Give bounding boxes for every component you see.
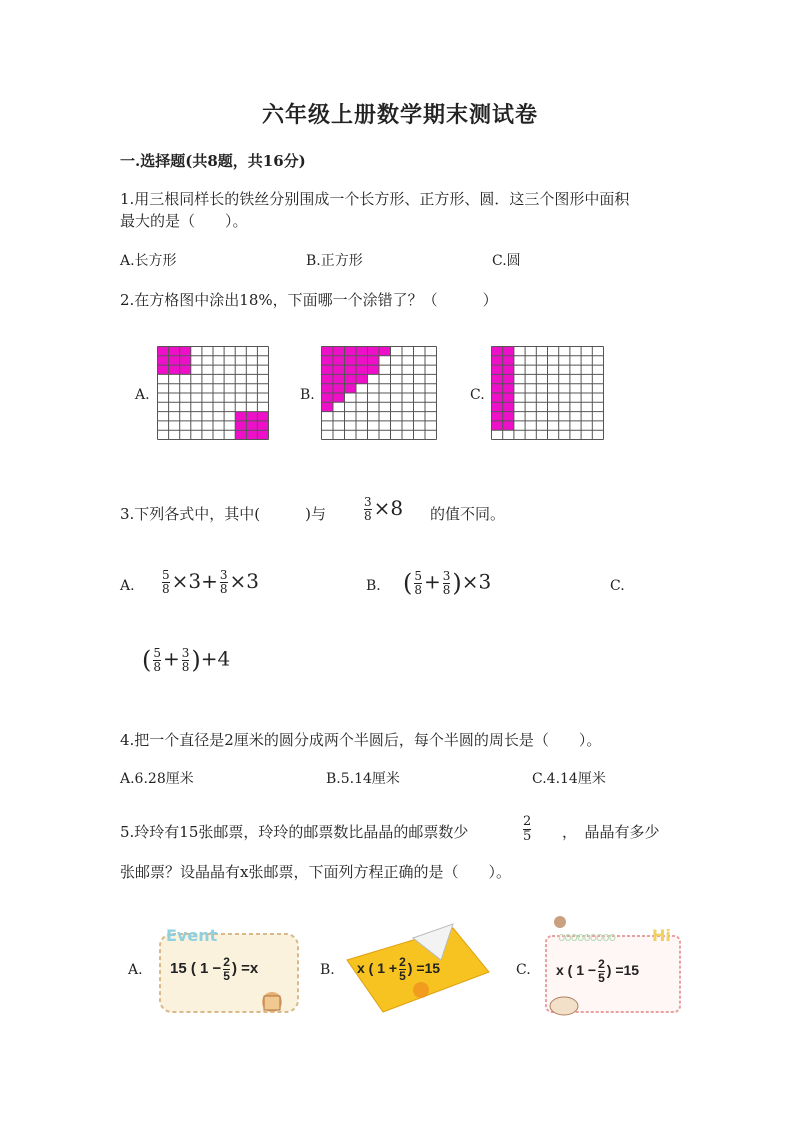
shaded-cell (345, 356, 357, 365)
denominator: 8 (153, 659, 162, 674)
cup-icon (550, 997, 578, 1015)
q5-card-b[interactable] (343, 920, 493, 1018)
equation-text: ) =15 (606, 961, 640, 978)
shaded-cell (492, 402, 503, 411)
q3-option-a-expression[interactable] (160, 569, 259, 596)
shaded-cell (492, 421, 503, 430)
shaded-cell (492, 347, 503, 356)
q3-label-a[interactable]: A. (120, 578, 135, 594)
question-3-text-before: 3.下列各式中，其中( )与 (120, 505, 327, 523)
q5-card-c[interactable] (536, 914, 686, 1022)
shaded-cell (235, 412, 246, 421)
shaded-cell (503, 374, 514, 383)
shaded-cell (235, 430, 246, 439)
shaded-cell (322, 374, 334, 383)
equation-text: 15 ( 1 − (170, 960, 222, 978)
q1-option-b[interactable]: B.正方形 (306, 253, 363, 269)
question-4-text: 4.把一个直径是2厘米的圆分成两个半圆后，每个半圆的周长是（ ）。 (120, 731, 602, 749)
shaded-cell (356, 365, 368, 374)
shaded-cell (356, 356, 368, 365)
close-paren: ) (452, 569, 462, 597)
shaded-cell (345, 374, 357, 383)
card-a-deco-text: Event (166, 926, 218, 945)
q2-label-c[interactable]: C. (470, 387, 485, 403)
shaded-cell (492, 365, 503, 374)
shaded-cell (333, 374, 345, 383)
shaded-cell (503, 347, 514, 356)
q5-label-b[interactable]: B. (320, 962, 335, 978)
q2-label-a[interactable]: A. (135, 387, 150, 403)
shaded-cell (169, 365, 180, 374)
shaded-cell (379, 347, 391, 356)
open-paren: ( (142, 646, 152, 674)
bird-icon (554, 916, 566, 928)
operator-text: + (424, 569, 441, 594)
fraction (399, 956, 406, 982)
card-a-equation (170, 956, 258, 982)
fraction (364, 496, 372, 522)
grid-b (321, 346, 437, 440)
numerator: 5 (153, 645, 162, 660)
denominator: 8 (414, 582, 423, 597)
shaded-cell (503, 402, 514, 411)
shaded-cell (169, 356, 180, 365)
q1-option-a[interactable]: A.长方形 (120, 253, 177, 269)
shaded-cell (503, 412, 514, 421)
fraction (220, 569, 228, 595)
shaded-cell (368, 365, 380, 374)
q2-label-b[interactable]: B. (300, 387, 315, 403)
shaded-cell (180, 356, 191, 365)
operator-text: ×3+ (171, 569, 218, 593)
question-5-line-1b: ， 晶晶有多少 (562, 823, 660, 841)
shaded-cell (356, 347, 368, 356)
shaded-cell (333, 384, 345, 393)
numerator: 5 (162, 568, 170, 583)
q3-option-b-expression[interactable] (403, 569, 491, 597)
operator-text: + (163, 646, 180, 671)
fraction (523, 815, 531, 843)
fraction (414, 570, 422, 596)
q4-option-c[interactable]: C.4.14厘米 (532, 771, 606, 787)
shaded-cell (503, 365, 514, 374)
question-5-line-1a: 5.玲玲有15张邮票，玲玲的邮票数比晶晶的邮票数少 (120, 823, 469, 841)
shaded-cell (322, 365, 334, 374)
q5-fraction (521, 815, 533, 843)
numerator: 2 (523, 814, 532, 829)
q5-label-a[interactable]: A. (128, 962, 143, 978)
shaded-cell (180, 365, 191, 374)
q4-option-b[interactable]: B.5.14厘米 (326, 771, 400, 787)
card-c-equation (556, 958, 639, 984)
question-1-line-2: 最大的是（ ）。 (120, 212, 248, 230)
shaded-cell (492, 374, 503, 383)
equation-text: x ( 1 − (556, 961, 597, 978)
denominator: 5 (598, 970, 605, 985)
denominator: 8 (181, 659, 190, 674)
shaded-cell (333, 347, 345, 356)
close-paren: ) (191, 646, 201, 674)
shaded-cell (345, 347, 357, 356)
fraction (598, 958, 605, 984)
question-1-line-1: 1.用三根同样长的铁丝分别围成一个长方形、正方形、圆．这三个图形中面积 (120, 190, 630, 208)
numerator: 2 (223, 955, 230, 969)
shaded-cell (368, 356, 380, 365)
fraction (182, 647, 190, 673)
denominator: 5 (523, 828, 532, 844)
q3-label-b[interactable]: B. (366, 578, 381, 594)
operator-text: ×3 (461, 569, 492, 594)
shaded-cell (503, 356, 514, 365)
shaded-cell (246, 412, 257, 421)
numerator: 3 (364, 495, 372, 510)
q3-reference-expression (362, 496, 403, 523)
shaded-cell (492, 384, 503, 393)
q5-card-a[interactable] (156, 924, 302, 1018)
denominator: 8 (219, 582, 228, 596)
q4-option-a[interactable]: A.6.28厘米 (120, 771, 194, 787)
numerator: 2 (399, 955, 406, 969)
shaded-cell (503, 421, 514, 430)
grid-c (491, 346, 604, 440)
shaded-cell (322, 393, 334, 402)
card-c-deco-text: Hi (652, 926, 671, 945)
card-c-loops: ooooooooo (558, 930, 616, 944)
shaded-cell (246, 421, 257, 430)
shaded-cell (368, 347, 380, 356)
denominator: 5 (399, 968, 406, 983)
shaded-cell (333, 365, 345, 374)
operator-text: +4 (200, 646, 231, 671)
fraction (443, 570, 451, 596)
q5-label-c[interactable]: C. (516, 962, 531, 978)
operator-text: ×3 (229, 569, 260, 593)
shaded-cell (345, 384, 357, 393)
shaded-cell (235, 421, 246, 430)
grid-a (157, 346, 269, 440)
shaded-cell (503, 393, 514, 402)
shaded-cell (333, 393, 345, 402)
denominator: 8 (162, 582, 170, 596)
shaded-cell (322, 384, 334, 393)
numerator: 2 (598, 957, 605, 971)
numerator: 3 (442, 568, 451, 583)
numerator: 5 (414, 568, 423, 583)
shaded-cell (345, 365, 357, 374)
card-b-equation (357, 956, 440, 982)
shaded-cell (257, 412, 268, 421)
shaded-cell (322, 402, 334, 411)
denominator: 8 (364, 509, 372, 523)
shaded-cell (333, 356, 345, 365)
shaded-cell (356, 374, 368, 383)
numerator: 3 (181, 645, 190, 660)
equation-text: ) =15 (407, 959, 441, 976)
denominator: 5 (223, 968, 230, 983)
shaded-cell (158, 365, 169, 374)
shaded-cell (246, 430, 257, 439)
fraction (162, 569, 170, 595)
shaded-cell (257, 430, 268, 439)
operator-text: ×8 (373, 496, 404, 520)
section-heading: 一.选择题(共8题，共16分) (120, 152, 306, 170)
open-paren: ( (403, 569, 413, 597)
equation-text: ) =x (231, 960, 259, 978)
denominator: 8 (442, 582, 451, 597)
shaded-cell (322, 356, 334, 365)
shaded-cell (322, 347, 334, 356)
question-5-line-2: 张邮票？设晶晶有x张邮票，下面列方程正确的是（ ）。 (120, 863, 511, 881)
shaded-cell (492, 356, 503, 365)
question-2-text: 2.在方格图中涂出18%，下面哪一个涂错了？（ ） (120, 291, 498, 309)
shaded-cell (180, 347, 191, 356)
shaded-cell (257, 421, 268, 430)
numerator: 3 (219, 568, 228, 583)
shaded-cell (503, 384, 514, 393)
shaded-cell (492, 412, 503, 421)
q3-label-c[interactable]: C. (610, 578, 625, 594)
q3-option-c-expression[interactable] (142, 646, 230, 674)
shaded-cell (169, 347, 180, 356)
q1-option-c[interactable]: C.圆 (492, 253, 521, 269)
equation-text: x ( 1 + (357, 959, 398, 976)
page-title: 六年级上册数学期末测试卷 (261, 102, 538, 128)
fraction (223, 956, 230, 982)
shaded-cell (158, 356, 169, 365)
question-3-text-after: 的值不同。 (430, 505, 506, 523)
fraction (153, 647, 161, 673)
shaded-cell (158, 347, 169, 356)
shaded-cell (492, 393, 503, 402)
